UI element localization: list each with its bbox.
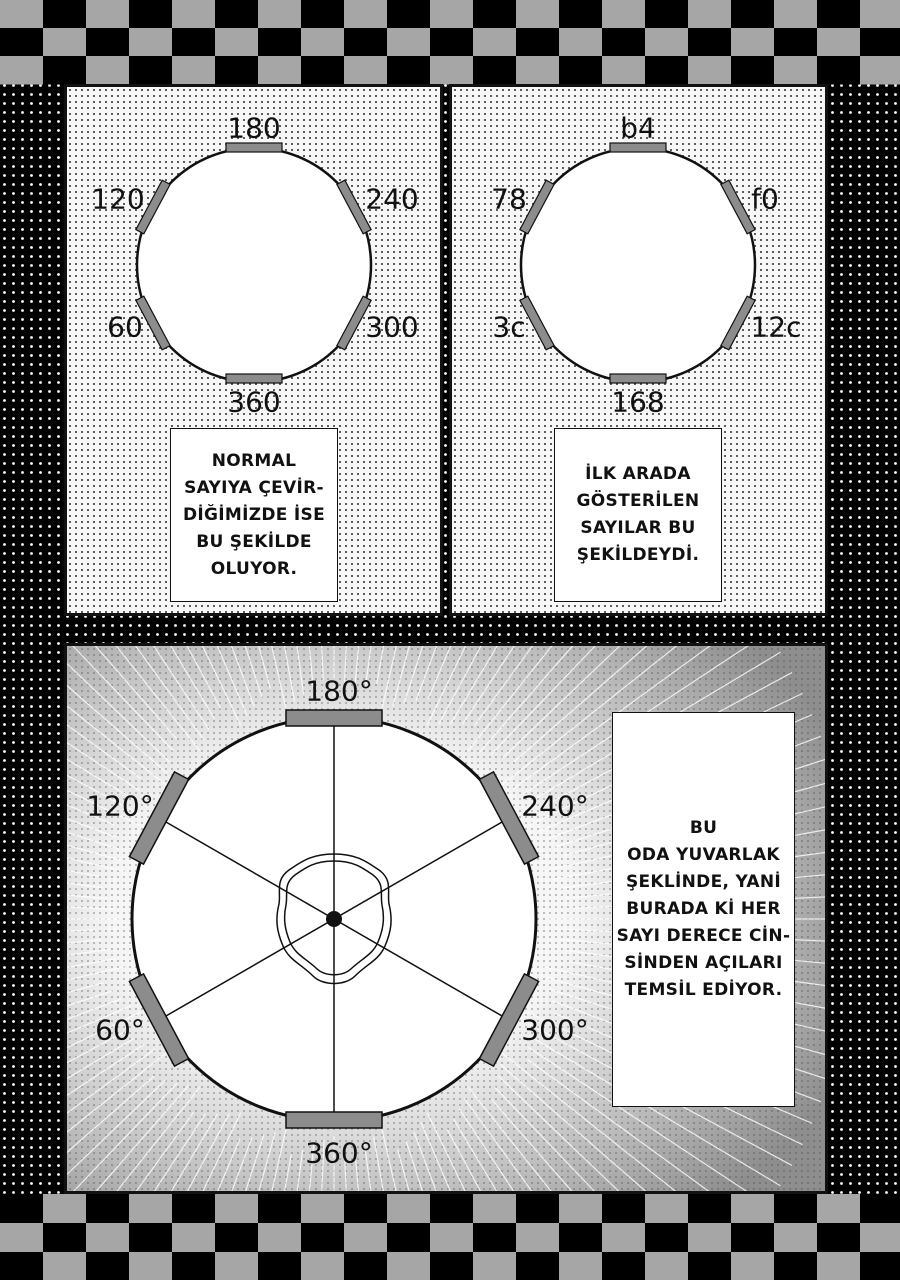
checker-square: [860, 0, 900, 29]
checker-square: [602, 1223, 646, 1253]
label-top: 180°: [305, 674, 373, 708]
checker-square: [215, 0, 259, 29]
checker-square: [301, 1194, 345, 1224]
checker-square: [473, 1252, 517, 1280]
checker-square: [172, 56, 216, 85]
checker-square: [129, 1252, 173, 1280]
checker-square: [129, 1223, 173, 1253]
checker-square: [86, 1223, 130, 1253]
checker-square: [559, 56, 603, 85]
checker-square: [473, 1223, 517, 1253]
checker-square: [344, 56, 388, 85]
checker-square: [688, 1194, 732, 1224]
caption-line: BU ŞEKİLDE: [196, 531, 312, 552]
checker-square: [645, 1252, 689, 1280]
checker-square: [43, 1252, 87, 1280]
caption-line: İLK ARADA: [585, 464, 691, 484]
label-bottom: 360: [227, 385, 281, 419]
label-top: 180: [227, 111, 281, 145]
checker-square: [860, 1223, 900, 1253]
checker-square: [258, 56, 302, 85]
caption-line: BU: [689, 818, 718, 838]
panel-bottom: [64, 643, 828, 1194]
checker-square: [0, 28, 44, 57]
label-lower-right: 12c: [750, 310, 802, 344]
checker-square: [258, 1194, 302, 1224]
caption-line: ŞEKİLDEYDİ.: [576, 545, 700, 565]
checker-square: [344, 1252, 388, 1280]
checker-square: [645, 28, 689, 57]
checker-square: [602, 56, 646, 85]
checker-square: [86, 1252, 130, 1280]
checker-square: [516, 1223, 560, 1253]
checker-square: [129, 28, 173, 57]
checker-square: [688, 1223, 732, 1253]
checker-square: [301, 1223, 345, 1253]
checker-square: [430, 28, 474, 57]
label-top: b4: [620, 111, 656, 145]
checker-square: [688, 1252, 732, 1280]
checker-square: [559, 0, 603, 29]
checker-square: [172, 1223, 216, 1253]
checker-square: [645, 56, 689, 85]
checker-square: [516, 28, 560, 57]
checker-square: [602, 1252, 646, 1280]
checker-square: [774, 1252, 818, 1280]
caption-box: [170, 428, 338, 602]
checker-square: [645, 1194, 689, 1224]
checker-square: [172, 1252, 216, 1280]
panel-top-left: [64, 84, 443, 616]
checker-square: [688, 0, 732, 29]
checker-square: [559, 28, 603, 57]
checker-square: [387, 1223, 431, 1253]
panel-top-right: [449, 84, 828, 616]
caption-line: SAYI DERECE CİN-: [616, 926, 791, 946]
checker-square: [731, 28, 775, 57]
door-bottom: [286, 1112, 382, 1128]
checker-square: [774, 1194, 818, 1224]
checker-square: [172, 28, 216, 57]
checker-square: [387, 56, 431, 85]
checker-square: [817, 0, 861, 29]
checker-square: [43, 1194, 87, 1224]
checker-square: [215, 1223, 259, 1253]
caption-box: [612, 712, 795, 1107]
label-upper-right: 240: [365, 182, 419, 216]
checker-square: [516, 0, 560, 29]
checker-square: [559, 1223, 603, 1253]
door-top: [286, 710, 382, 726]
checker-square: [387, 1194, 431, 1224]
checker-square: [301, 0, 345, 29]
checker-square: [0, 56, 44, 85]
checker-square: [344, 1223, 388, 1253]
label-lower-right: 300: [365, 310, 419, 344]
caption-line: ODA YUVARLAK: [627, 845, 780, 865]
checker-square: [516, 56, 560, 85]
checker-square: [172, 1194, 216, 1224]
checker-square: [258, 28, 302, 57]
checker-square: [688, 28, 732, 57]
checker-square: [473, 0, 517, 29]
checker-square: [43, 0, 87, 29]
checker-square: [473, 56, 517, 85]
checker-square: [731, 0, 775, 29]
checker-square: [559, 1252, 603, 1280]
checker-square: [817, 1223, 861, 1253]
checker-square: [387, 28, 431, 57]
checker-square: [129, 56, 173, 85]
checker-square: [817, 56, 861, 85]
checker-square: [817, 28, 861, 57]
checker-square: [0, 0, 44, 29]
caption-line: SAYIYA ÇEVİR-: [184, 477, 324, 498]
label-lower-left: 60°: [95, 1013, 145, 1047]
caption-line: DİĞİMİZDE İSE: [182, 504, 325, 525]
checker-square: [0, 1252, 44, 1280]
caption-box: [554, 428, 722, 602]
checker-square: [473, 1194, 517, 1224]
checker-square: [430, 1252, 474, 1280]
checker-square: [301, 28, 345, 57]
checker-square: [688, 56, 732, 85]
checker-square: [258, 1252, 302, 1280]
caption-line: GÖSTERİLEN: [576, 491, 700, 511]
checker-square: [215, 1252, 259, 1280]
checker-square: [129, 1194, 173, 1224]
checker-square: [430, 0, 474, 29]
checker-square: [344, 0, 388, 29]
checker-square: [86, 28, 130, 57]
checker-square: [860, 56, 900, 85]
checker-square: [731, 1252, 775, 1280]
checker-square: [774, 28, 818, 57]
label-lower-left: 60: [107, 310, 143, 344]
caption-line: BURADA Kİ HER: [626, 899, 781, 919]
checker-square: [215, 56, 259, 85]
checker-square: [344, 28, 388, 57]
checker-square: [645, 1223, 689, 1253]
label-upper-left: 120°: [86, 789, 154, 823]
checker-square: [344, 1194, 388, 1224]
label-upper-right: 240°: [521, 789, 589, 823]
label-lower-left: 3c: [492, 310, 526, 344]
checker-square: [731, 1223, 775, 1253]
checker-square: [0, 1223, 44, 1253]
checker-square: [602, 0, 646, 29]
checker-square: [731, 56, 775, 85]
checker-square: [774, 0, 818, 29]
caption-line: ŞEKLİNDE, YANİ: [625, 872, 782, 892]
checker-square: [473, 28, 517, 57]
checker-square: [387, 1252, 431, 1280]
checkerboard-top-border: [0, 0, 900, 85]
checker-square: [86, 0, 130, 29]
checker-square: [774, 1223, 818, 1253]
checker-square: [430, 1223, 474, 1253]
checker-square: [430, 1194, 474, 1224]
checker-square: [602, 1194, 646, 1224]
checker-square: [215, 1194, 259, 1224]
checker-square: [860, 1252, 900, 1280]
label-lower-right: 300°: [521, 1013, 589, 1047]
checker-square: [43, 28, 87, 57]
checker-square: [774, 56, 818, 85]
checker-square: [258, 1223, 302, 1253]
center-point: [326, 911, 342, 927]
caption-line: TEMSİL EDİYOR.: [624, 980, 783, 1000]
door-bottom: [226, 374, 282, 383]
checker-square: [860, 1194, 900, 1224]
checker-square: [731, 1194, 775, 1224]
checker-square: [215, 28, 259, 57]
checker-square: [0, 1194, 44, 1224]
label-bottom: 360°: [305, 1136, 373, 1170]
label-upper-left: 120: [91, 182, 145, 216]
caption-line: SAYILAR BU: [580, 518, 696, 538]
label-upper-left: 78: [491, 182, 527, 216]
checker-square: [43, 1223, 87, 1253]
caption-line: SİNDEN AÇILARI: [624, 953, 783, 973]
caption-line: NORMAL: [211, 450, 297, 471]
checker-square: [258, 0, 302, 29]
label-bottom: 168: [611, 385, 665, 419]
checker-square: [817, 1194, 861, 1224]
checkerboard-bottom-border: [0, 1194, 900, 1280]
checker-square: [86, 56, 130, 85]
checker-square: [602, 28, 646, 57]
checker-square: [172, 0, 216, 29]
checker-square: [301, 56, 345, 85]
checker-square: [516, 1252, 560, 1280]
checker-square: [86, 1194, 130, 1224]
checker-square: [817, 1252, 861, 1280]
checker-square: [516, 1194, 560, 1224]
caption-line: OLUYOR.: [210, 558, 298, 579]
checker-square: [860, 28, 900, 57]
label-upper-right: f0: [751, 182, 779, 216]
checker-square: [559, 1194, 603, 1224]
checker-square: [43, 56, 87, 85]
checker-square: [301, 1252, 345, 1280]
checker-square: [129, 0, 173, 29]
door-bottom: [610, 374, 666, 383]
checker-square: [430, 56, 474, 85]
checker-square: [387, 0, 431, 29]
checker-square: [645, 0, 689, 29]
